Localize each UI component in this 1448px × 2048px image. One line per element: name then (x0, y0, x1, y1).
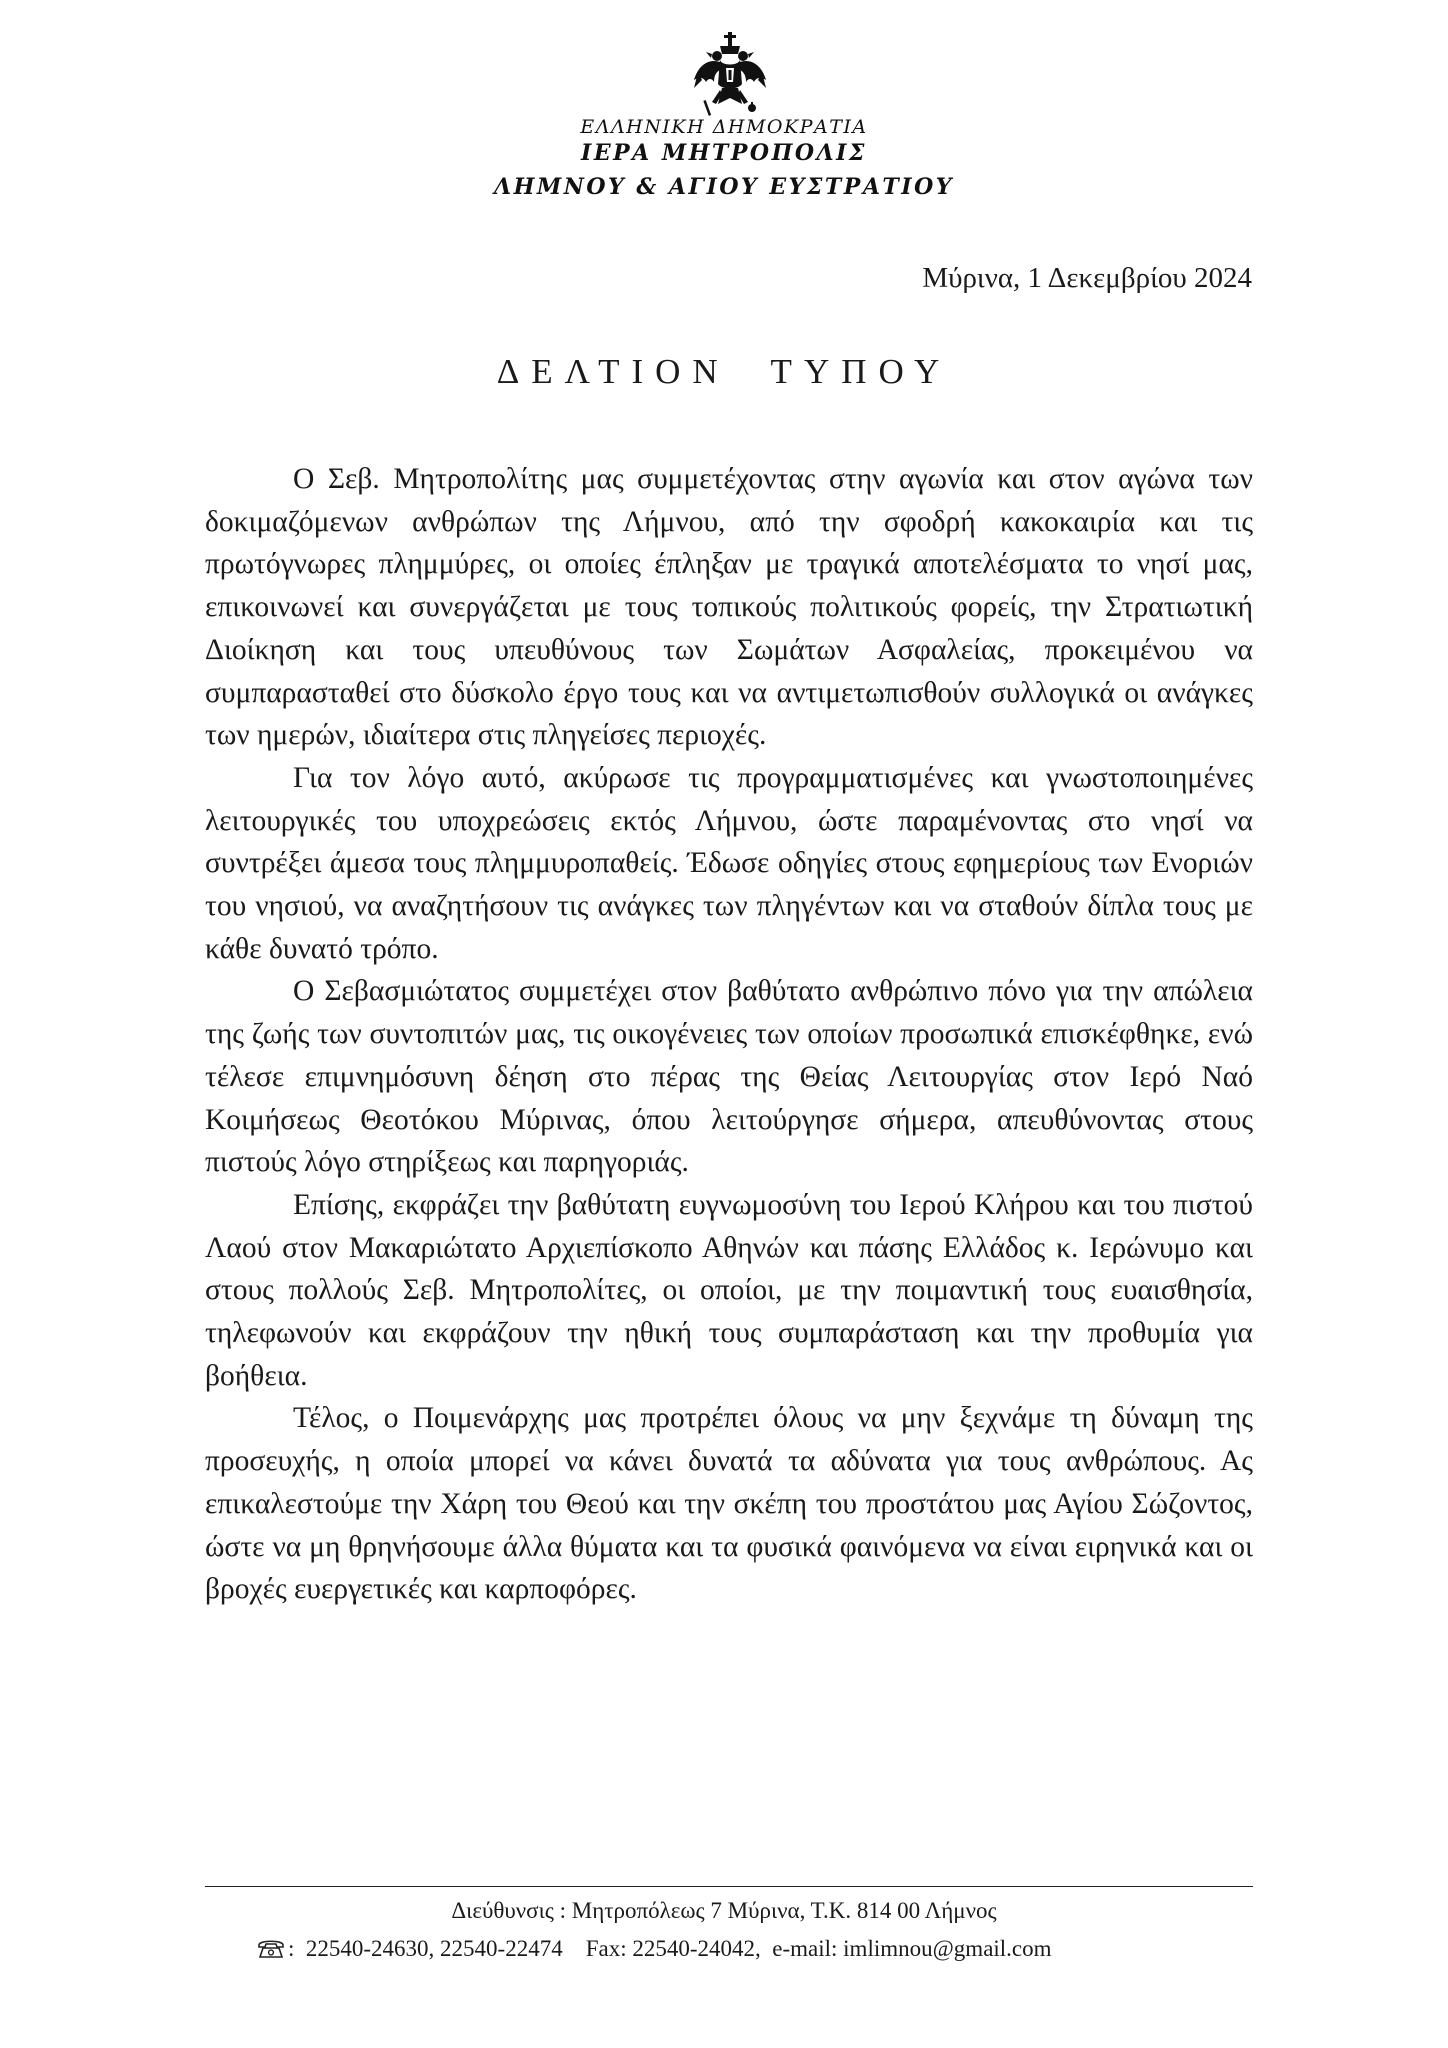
paragraph: Για τον λόγο αυτό, ακύρωσε τις προγραμματισμένες και γνωστοποιημένες λειτουργικές του υποχρεώσεις εκτός Λήμνου, ώστε παραμένοντας στο νησί να συντρέξει άμεσα τους πλημμυροπαθείς. Έδωσε οδηγίες στους εφημερίους των Ενοριών του νησιού, να αναζητήσουν τις ανάγκες των πληγέντων και να σταθούν δίπλα τους με κάθε δυνατό τρόπο. (205, 761, 1253, 965)
footer-phones: : 22540-24630, 22540-22474 (288, 1936, 563, 1961)
footer-email[interactable]: e-mail: imlimnou@gmail.com (772, 1936, 1052, 1961)
double-headed-eagle-icon (692, 32, 768, 118)
footer-address: Διεύθυνσις : Μητροπόλεως 7 Μύρινα, Τ.Κ. 814 00 Λήμνος (451, 1898, 997, 1923)
document-date: Μύρινα, 1 Δεκεμβρίου 2024 (922, 262, 1252, 294)
paragraph: Ο Σεβασμιώτατος συμμετέχει στον βαθύτατο ανθρώπινο πόνο για την απώλεια της ζωής των συντοπιτών μας, τις οικογένειες των οποίων προσωπικά επισκέφθηκε, ενώ τέλεσε επιμνημόσυνη δέηση στο πέρας της Θείας Λειτουργίας στον Ιερό Ναό Κοιμήσεως Θεοτόκου Μύρινας, όπου λειτούργησε σήμερα, απευθύνοντας στους πιστούς λόγο στηρίξεως και παρηγοριάς. (205, 975, 1253, 1179)
document-body (205, 458, 1253, 1611)
footer-divider (205, 1886, 1253, 1887)
footer-contacts (256, 1936, 1052, 1962)
letterhead-region: ΛΗΜΝΟΥ & ΑΓΙΟΥ ΕΥΣΤΡΑΤΙΟΥ (494, 174, 954, 200)
paragraph: Τέλος, ο Ποιμενάρχης μας προτρέπει όλους να μην ξεχνάμε τη δύναμη της προσευχής, η οποία μπορεί να κάνει δυνατά τα αδύνατα για τους ανθρώπους. Ας επικαλεστούμε την Χάρη του Θεού και την σκέπη του προστάτου μας Αγίου Σώζοντος, ώστε να μη θρηνήσουμε άλλα θύματα και τα φυσικά φαινόμενα να είναι ειρηνικά και οι βροχές ευεργετικές και καρποφόρες. (205, 1402, 1253, 1606)
letterhead-metropolis: ΙΕΡΑ ΜΗΤΡΟΠΟΛΙΣ (581, 140, 867, 166)
footer-fax: Fax: 22540-24042, (585, 1936, 761, 1961)
telephone-icon (256, 1937, 286, 1959)
paragraph: Ο Σεβ. Μητροπολίτης μας συμμετέχοντας στην αγωνία και στον αγώνα των δοκιμαζόμενων ανθρώπων της Λήμνου, από την σφοδρή κακοκαιρία και τις πρωτόγνωρες πλημμύρες, οι οποίες έπληξαν με τραγικά αποτελέσματα το νησί μας, επικοινωνεί και συνεργάζεται με τους τοπικούς πολιτικούς φορείς, την Στρατιωτική Διοίκηση και τους υπευθύνους των Σωμάτων Ασφαλείας, προκειμένου να συμπαρασταθεί στο δύσκολο έργο τους και να αντιμετωπισθούν συλλογικά οι ανάγκες των ημερών, ιδιαίτερα στις πληγείσες περιοχές. (205, 463, 1253, 752)
document-title: ΔΕΛΤΙΟΝ ΤΥΠΟΥ (496, 352, 952, 391)
letterhead-state: ΕΛΛΗΝΙΚΗ ΔΗΜΟΚΡΑΤΙΑ (580, 116, 868, 138)
paragraph: Επίσης, εκφράζει την βαθύτατη ευγνωμοσύνη του Ιερού Κλήρου και του πιστού Λαού στον Μακαριώτατο Αρχιεπίσκοπο Αθηνών και πάσης Ελλάδος κ. Ιερώνυμο και στους πολλούς Σεβ. Μητροπολίτες, οι οποίοι, με την ποιμαντική τους ευαισθησία, τηλεφωνούν και εκφράζουν την ηθική τους συμπαράσταση και την προθυμία για βοήθεια. (205, 1188, 1253, 1392)
